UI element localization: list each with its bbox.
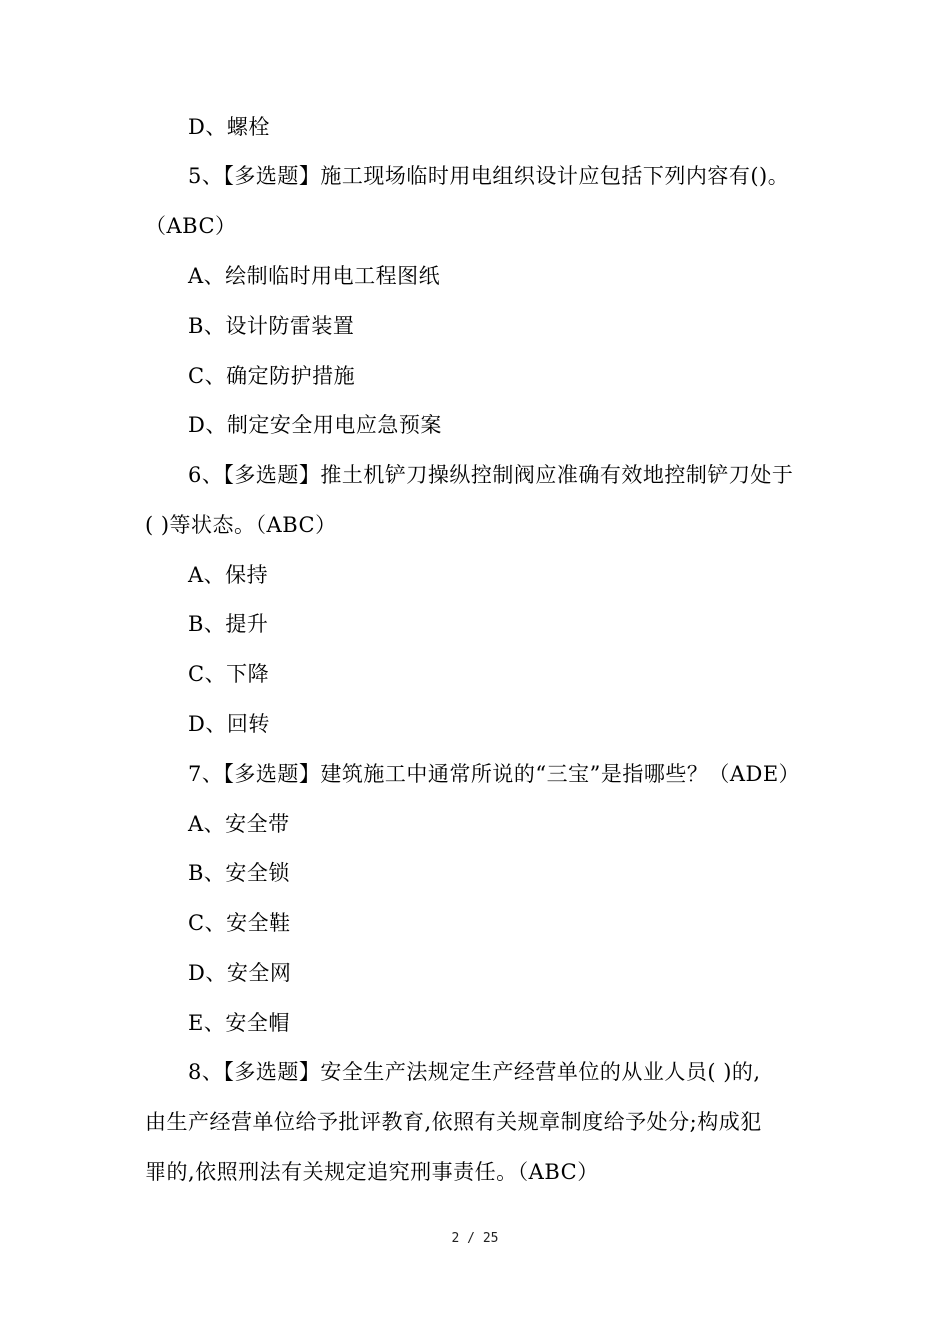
question-5-option-d: D、制定安全用电应急预案 (188, 413, 442, 437)
option-5-d-prev: D、螺栓 (188, 115, 270, 139)
question-7-option-c: C、安全鞋 (188, 911, 291, 935)
question-6: 6、【多选题】推土机铲刀操纵控制阀应准确有效地控制铲刀处于 (188, 463, 794, 487)
question-8: 8、【多选题】安全生产法规定生产经营单位的从业人员( )的, (188, 1060, 761, 1084)
question-7-option-e: E、安全帽 (188, 1011, 290, 1035)
question-6-option-d: D、回转 (188, 712, 270, 736)
question-5-option-a: A、绘制临时用电工程图纸 (188, 264, 441, 288)
question-6-option-a: A、保持 (188, 563, 269, 587)
question-7: 7、【多选题】建筑施工中通常所说的“三宝”是指哪些？（ADE） (188, 762, 801, 786)
question-5-answer: （ABC） (145, 214, 237, 238)
question-8-continuation-2: 罪的,依照刑法有关规定追究刑事责任。（ABC） (145, 1160, 599, 1184)
question-5: 5、【多选题】施工现场临时用电组织设计应包括下列内容有()。 (188, 164, 790, 188)
question-7-option-d: D、安全网 (188, 961, 292, 985)
question-8-continuation-1: 由生产经营单位给予批评教育,依照有关规章制度给予处分;构成犯 (145, 1110, 762, 1134)
question-5-option-c: C、确定防护措施 (188, 364, 356, 388)
page-number: 2 / 25 (451, 1231, 499, 1246)
question-6-continuation: ( )等状态。（ABC） (145, 513, 337, 537)
question-6-option-c: C、下降 (188, 662, 270, 686)
question-7-option-a: A、安全带 (188, 812, 290, 836)
question-6-option-b: B、提升 (188, 612, 269, 636)
question-7-option-b: B、安全锁 (188, 861, 290, 885)
question-5-option-b: B、设计防雷装置 (188, 314, 355, 338)
